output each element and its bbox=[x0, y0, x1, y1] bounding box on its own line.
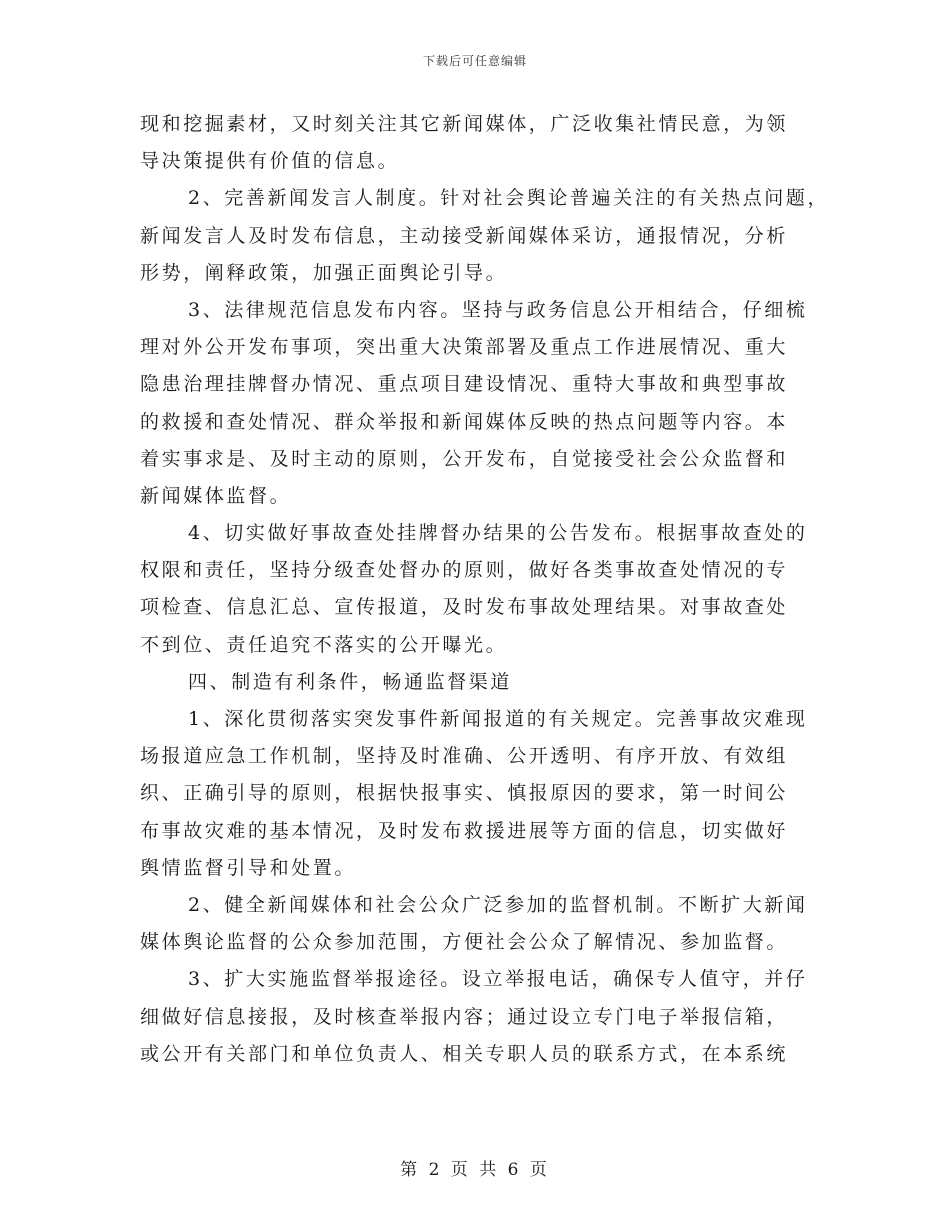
text-line: 隐患治理挂牌督办情况、重点项目建设情况、重特大事故和典型事故 bbox=[140, 373, 789, 396]
text-line: 2、健全新闻媒体和社会公众广泛参加的监督机制。不断扩大新闻 bbox=[188, 893, 808, 916]
text-line: 导决策提供有价值的信息。 bbox=[140, 150, 400, 173]
text-line: 细做好信息接报，及时核查举报内容；通过设立专门电子举报信箱， bbox=[140, 1005, 789, 1028]
page-number: 第 2 页 共 6 页 bbox=[400, 1160, 550, 1180]
text-line: 现和挖掘素材，又时刻关注其它新闻媒体，广泛收集社情民意，为领 bbox=[140, 113, 789, 135]
text-line: 4、切实做好事故查处挂牌督办结果的公告发布。根据事故查处的 bbox=[188, 522, 808, 545]
text-line: 织、正确引导的原则，根据快报事实、慎报原因的要求，第一时间公 bbox=[140, 782, 789, 805]
text-line: 的救援和查处情况、群众举报和新闻媒体反映的热点问题等内容。本 bbox=[140, 410, 789, 433]
page-header: 下载后可任意编辑 bbox=[422, 54, 527, 68]
text-line: 权限和责任，坚持分级查处督办的原则，做好各类事故查处情况的专 bbox=[140, 559, 789, 582]
text-line: 2、完善新闻发言人制度。针对社会舆论普遍关注的有关热点问题， bbox=[188, 187, 830, 210]
text-line: 不到位、责任追究不落实的公开曝光。 bbox=[140, 633, 508, 656]
text-line: 舆情监督引导和处置。 bbox=[140, 856, 357, 879]
text-line: 场报道应急工作机制，坚持及时准确、公开透明、有序开放、有效组 bbox=[140, 745, 789, 768]
text-line: 项检查、信息汇总、宣传报道，及时发布事故处理结果。对事故查处 bbox=[140, 596, 789, 619]
text-line: 3、法律规范信息发布内容。坚持与政务信息公开相结合，仔细梳 bbox=[188, 298, 808, 321]
text-line: 布事故灾难的基本情况，及时发布救援进展等方面的信息，切实做好 bbox=[140, 819, 789, 842]
text-line: 3、扩大实施监督举报途径。设立举报电话，确保专人值守，并仔 bbox=[188, 968, 808, 991]
text-line: 新闻媒体监督。 bbox=[140, 484, 292, 507]
text-line: 理对外公开发布事项，突出重大决策部署及重点工作进展情况、重大 bbox=[140, 336, 789, 359]
text-line: 着实事求是、及时主动的原则，公开发布，自觉接受社会公众监督和 bbox=[140, 447, 789, 470]
text-line: 1、深化贯彻落实突发事件新闻报道的有关规定。完善事故灾难现 bbox=[188, 708, 808, 730]
text-line: 媒体舆论监督的公众参加范围，方便社会公众了解情况、参加监督。 bbox=[140, 931, 789, 954]
document-body bbox=[140, 106, 830, 1073]
text-line: 或公开有关部门和单位负责人、相关专职人员的联系方式，在本系统 bbox=[140, 1042, 789, 1065]
text-line: 新闻发言人及时发布信息，主动接受新闻媒体采访，通报情况，分析 bbox=[140, 224, 789, 247]
text-line: 形势，阐释政策，加强正面舆论引导。 bbox=[140, 261, 508, 284]
text-line: 四、制造有利条件，畅通监督渠道 bbox=[188, 670, 513, 693]
